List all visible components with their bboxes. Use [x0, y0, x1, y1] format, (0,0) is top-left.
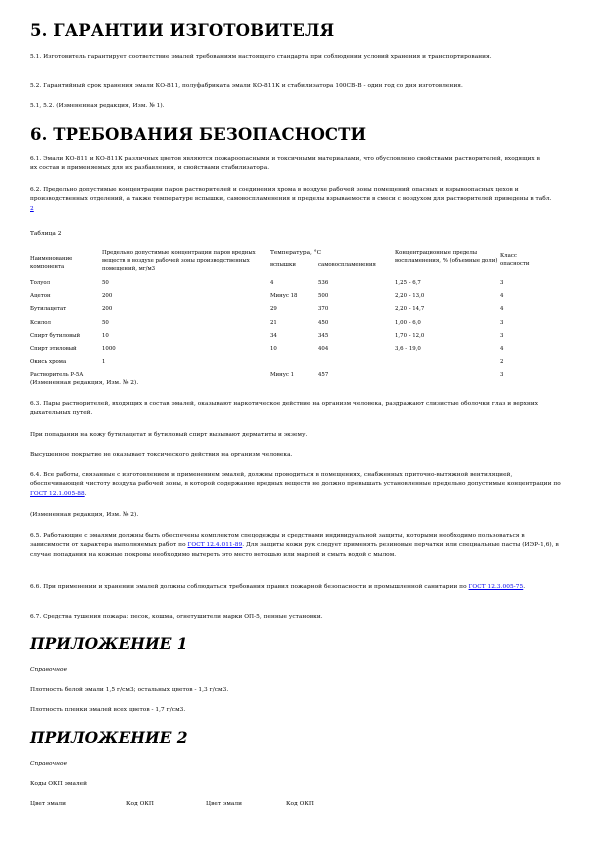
cell-class: 4 — [500, 293, 504, 300]
table-2 — [30, 249, 540, 385]
appendix-1-heading: ПРИЛОЖЕНИЕ 1 — [30, 634, 188, 653]
table-row — [30, 319, 540, 332]
cell-flash — [270, 358, 318, 371]
cell-flash: 21 — [270, 319, 277, 326]
header-class: Класс опасности — [500, 253, 530, 267]
header-flash: вспышки — [270, 262, 296, 268]
okp-col-code-1: Код ОКП — [126, 801, 155, 807]
cell-pdk: 1 — [102, 359, 106, 366]
table-row — [30, 358, 540, 371]
appendix-2-subtitle: Справочное — [30, 761, 68, 767]
cell-selfignition: 457 — [318, 372, 329, 379]
appendix-1-subtitle: Справочное — [30, 667, 68, 673]
cell-class: 4 — [500, 306, 504, 313]
cell-name: Окись хрома — [30, 359, 67, 366]
table-header-row — [30, 249, 540, 273]
cell-limits: 2,20 - 13,0 — [395, 293, 425, 300]
cell-flash: 4 — [270, 280, 274, 286]
appendix-1-paragraph-1: Плотность белой эмали 1,5 г/см3; остальных цветов - 1,3 г/см3. — [30, 687, 229, 693]
header-selfignition: самовоспламенения — [318, 262, 376, 268]
cell-class: 3 — [500, 280, 504, 286]
section-6-paragraph-8: 6.6. При применении и хранении эмалей должны соблюдаться требования правил пожарной безопасности и промышленной санитарии по ГОСТ 12.3.005-75. — [30, 584, 526, 590]
header-limits: Концентрационные пределы воспламенения, % (объемные доли) — [395, 250, 498, 264]
appendix-1-paragraph-2: Плотность пленки эмалей всех цветов - 1,7 г/см3. — [30, 707, 186, 713]
gost-12-1-005-link[interactable]: ГОСТ 12.1.005-88 — [30, 490, 85, 497]
cell-pdk: 10 — [102, 332, 109, 339]
cell-selfignition: 345 — [318, 332, 329, 339]
cell-name: Ксилол — [30, 319, 51, 326]
cell-limits: 2,20 - 14,7 — [395, 306, 425, 313]
section-5-heading: 5. ГАРАНТИИ ИЗГОТОВИТЕЛЯ — [30, 21, 335, 40]
section-6-paragraph-1: 6.1. Эмали КО-811 и КО-811К различных цветов являются пожароопасными и токсичными материалами, что обусловлено свойствами растворителей, входящих в их состав и применяемых для их разбавления, и свойствами стабилизатора. — [30, 156, 540, 172]
section-5-note: 5.1, 5.2. (Измененная редакция, Изм. № 1). — [30, 103, 165, 109]
cell-flash: 34 — [270, 332, 277, 339]
cell-flash: Минус 1 — [270, 372, 295, 379]
section-6-paragraph-6: 6.4. Все работы, связанные с изготовлением и применением эмалей, должны проводиться в помещениях, снабженных приточно-вытяжной вентиляцией, обеспечивающей чистоту воздуха рабочей зоны, в которой содержание вредных веществ не должно превышать установленные предельно допустимые концентрации по ГОСТ 12.1.005-88. — [30, 472, 561, 497]
section-6-note-2: (Измененная редакция, Изм. № 2). — [30, 512, 139, 518]
section-5-paragraph-1: 5.1. Изготовитель гарантирует соответствие эмалей требованиям настоящего стандарта при соблюдении условий хранения и транспортирования. — [30, 54, 492, 60]
okp-col-code-2: Код ОКП — [286, 801, 315, 807]
gost-12-4-011-link[interactable]: ГОСТ 12.4.011-89 — [187, 542, 243, 549]
cell-limits — [395, 371, 500, 384]
section-6-paragraph-2: 6.2. Предельно допустимые концентрации паров растворителей и соединения хрома в воздухе рабочей зоны помещений опасных и взрывоопасных цехов и производственных отделений, а также температуре вспышки, самовоспламенения и пределы взрываемости в смеси с воздухом для растворителей приведены в табл. 2 — [30, 187, 552, 212]
cell-selfignition: 370 — [318, 306, 329, 313]
cell-name: Спирт этиловый — [30, 345, 77, 352]
cell-pdk: 200 — [102, 306, 113, 313]
cell-class: 3 — [500, 332, 504, 339]
header-temperature — [270, 249, 395, 273]
table-note: (Измененная редакция, Изм. № 2). — [30, 380, 139, 386]
section-6-paragraph-7: 6.5. Работающие с эмалями должны быть обеспечены комплектом спецодежды и средствами индивидуальной защиты, которыми необходимо пользоваться в зависимости от характера выполняемых работ по ГОСТ 12.4.011-89. Для защиты кожи рук следует применять резиновые перчатки или специальные пасты (ИЭР-1,6), в случае попадания на кожные покровы необходимо вытереть это место ветошью или марлей и смыть водой с мылом. — [30, 533, 559, 558]
cell-name: Растворитель Р-5А — [30, 372, 84, 379]
cell-name: Бутилацетат — [30, 306, 67, 313]
header-name: Наименование компонента — [30, 256, 73, 270]
cell-limits: 1,00 - 6,0 — [395, 319, 421, 326]
header-pdk: Предельно допустимые концентрации паров вредных веществ в воздухе рабочей зоны производственных помещений, мг/м3 — [102, 250, 256, 272]
cell-selfignition: 450 — [318, 319, 329, 326]
section-6-paragraph-4: При попадании на кожу бутилацетат и бутиловый спирт вызывают дерматиты и экзему. — [30, 432, 308, 438]
section-5-paragraph-2: 5.2. Гарантийный срок хранения эмали КО-811, полуфабриката эмали КО-811К и стабилизатора 100СВ-В - один год со дня изготовления. — [30, 83, 463, 89]
cell-pdk: 1000 — [102, 345, 116, 352]
okp-col-color-1: Цвет эмали — [30, 801, 67, 807]
cell-name: Толуол — [30, 280, 51, 286]
cell-limits: 1,70 - 12,0 — [395, 332, 425, 339]
cell-selfignition: 536 — [318, 280, 329, 286]
gost-12-3-005-link[interactable]: ГОСТ 12.3.005-75 — [468, 584, 524, 590]
cell-flash: Минус 18 — [270, 293, 298, 300]
header-temp-label: Температура, °С — [270, 250, 322, 256]
cell-limits: 1,25 - 6,7 — [395, 280, 421, 286]
cell-class: 3 — [500, 372, 504, 379]
cell-limits — [395, 358, 500, 371]
cell-name: Спирт бутиловый — [30, 332, 81, 339]
appendix-2-paragraph-1: Коды ОКП эмалей — [30, 781, 88, 787]
cell-selfignition — [318, 358, 395, 371]
cell-class: 3 — [500, 319, 504, 326]
section-6-paragraph-3: 6.3. Пары растворителей, входящих в состав эмалей, оказывают наркотическое действие на организм человека, раздражают слизистые оболочки глаз и верхних дыхательных путей. — [30, 401, 539, 417]
table-row — [30, 292, 540, 305]
section-6-paragraph-5: Высушенное покрытие не оказывает токсического действия на организм человека. — [30, 452, 293, 458]
table-row — [30, 279, 540, 292]
table-caption: Таблица 2 — [30, 231, 62, 237]
table-2-link[interactable]: 2 — [30, 205, 34, 212]
cell-class: 4 — [500, 345, 504, 352]
table-row — [30, 305, 540, 318]
cell-selfignition: 500 — [318, 293, 329, 300]
cell-class: 2 — [500, 359, 504, 366]
cell-pdk: 200 — [102, 293, 113, 300]
okp-col-color-2: Цвет эмали — [206, 801, 243, 807]
cell-flash: 10 — [270, 345, 277, 352]
table-row — [30, 332, 540, 345]
cell-selfignition: 404 — [318, 345, 329, 352]
cell-flash: 29 — [270, 306, 277, 313]
cell-limits: 3,6 - 19,0 — [395, 345, 421, 352]
table-row — [30, 345, 540, 358]
cell-pdk: 50 — [102, 280, 109, 286]
section-6-heading: 6. ТРЕБОВАНИЯ БЕЗОПАСНОСТИ — [30, 125, 367, 144]
cell-name: Ацетон — [30, 293, 51, 300]
appendix-2-heading: ПРИЛОЖЕНИЕ 2 — [30, 728, 188, 747]
header-temp-subcols — [270, 261, 395, 269]
section-6-paragraph-9: 6.7. Средства тушения пожара: песок, кошма, огнетушители марки ОП-5, пенные установки. — [30, 614, 323, 620]
cell-pdk: 50 — [102, 319, 109, 326]
